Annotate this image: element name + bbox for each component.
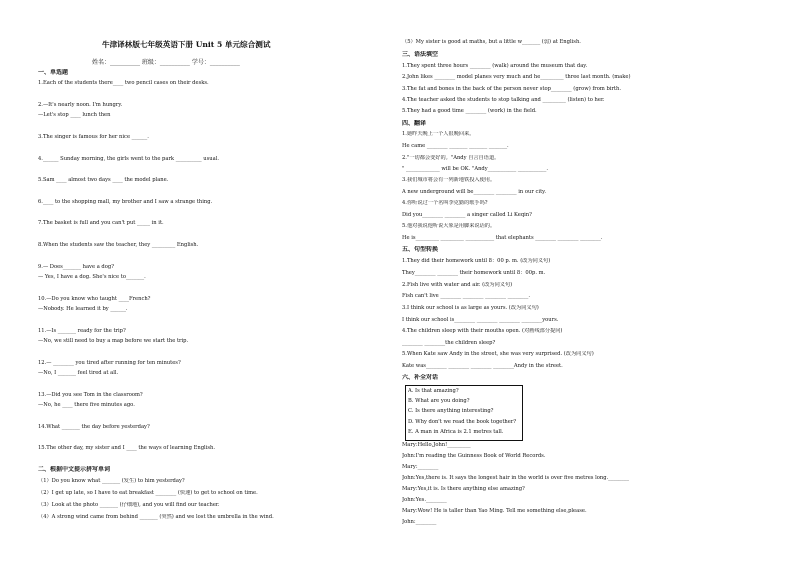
question-stem-line2: —No, I _______ feel tired at all.: [38, 370, 119, 376]
word-spelling-item: （5）My sister is good at maths, but a little w_______ (弱) at English.: [402, 39, 581, 45]
question-stem: 5.Sam ____ almost two days ____ the model plane.: [38, 177, 169, 183]
translation-answer: He came ________ _______ _______ _______.: [402, 143, 509, 149]
question-stem: 3.The singer is famous for her nice ______.: [38, 134, 149, 140]
rewrite-prompt: 3.I think our school is as large as yours. (改为同义句): [402, 305, 539, 311]
rewrite-prompt: 4.The children sleep with their mouths open. (对画线部分提问): [402, 328, 563, 334]
question-stem: 13.—Did you see Tom in the classroom?: [38, 392, 143, 398]
rewrite-answer: Kate was________ ________ ________ ________Andy in the street.: [402, 363, 563, 369]
section-heading: 五、句型转换: [402, 246, 439, 253]
dialogue-line: Mary:________: [402, 464, 439, 470]
rewrite-prompt: 2.Fish live with water and air. (改为同义句): [402, 282, 513, 288]
section-heading: 三、语法填空: [402, 51, 439, 58]
rewrite-answer: Fish can't live ________ ________ ________ ________.: [402, 293, 530, 299]
question-stem: 1.Each of the students there____ two pencil cases on their desks.: [38, 80, 209, 86]
word-spelling-item: （4）A strong wind came from behind _______ (突然) and we lost the umbrella in the wind.: [38, 514, 274, 520]
rewrite-prompt: 1.They did their homework until 8：00 p. m. (改为同义句): [402, 258, 551, 264]
translation-answer: A new underground will be________ ________ in our city.: [402, 189, 547, 195]
question-stem: 10.—Do you know who taught ____French?: [38, 296, 151, 302]
question-stem: 6.____ to the shopping mall, my brother and I saw a strange thing.: [38, 199, 213, 205]
question-stem-line2: — Yes, I have a dog. She's nice to_______.: [38, 274, 146, 280]
page-title: 牛津译林版七年级英语下册 Unit 5 单元综合测试: [102, 40, 271, 49]
translation-prompt: 5.他对我说他听说大象是用脚来说话的。: [402, 223, 496, 229]
rewrite-answer: I think our school is________ ________ ________ ________yours.: [402, 317, 559, 323]
translation-answer: " _____________ will be OK. "Andy___________ ___________.: [402, 166, 549, 172]
word-spelling-item: （2）I get up late, so I have to eat breakfast ________ (快速) to get to school on time.: [38, 490, 258, 496]
student-info-line: 姓名：__________ 班级：__________ 学号：__________: [92, 59, 240, 66]
dialogue-line: Mary:Yes,it is. Is there anything else amazing?: [402, 486, 525, 492]
translation-prompt: 1.她昨天晚上一个人很晚回来。: [402, 131, 475, 137]
question-stem-line2: —Let's stop ____ lunch then: [38, 112, 111, 118]
dialogue-line: John:I'm reading the Guinness Book of World Records.: [402, 453, 546, 459]
dialogue-line: John:________: [402, 519, 437, 525]
question-stem: 8.When the students saw the teacher, they _________ English.: [38, 242, 199, 248]
dialogue-line: Mary:Wow! He is taller than Yao Ming. Tell me something else,please.: [402, 508, 587, 514]
question-stem: 14.What _______ the day before yesterday?: [38, 424, 150, 430]
grammar-item: 4.The teacher asked the students to stop talking and _________ (listen) to her.: [402, 97, 605, 103]
grammar-item: 5.They had a good time ________ (work) in the field.: [402, 108, 537, 114]
translation-prompt: 2."一切都会变好的。"Andy 自言自语道。: [402, 155, 500, 161]
word-spelling-item: （1）Do you know what _______ (发生) to him yesterday?: [38, 478, 185, 484]
dialogue-option: E. A man in Africa is 2.1 metres tall.: [408, 429, 504, 435]
translation-answer: Did you________ ________ a singer called Li Keqin?: [402, 212, 532, 218]
dialogue-line: John:Yes.________: [402, 497, 447, 503]
word-spelling-item: （3）Look at the photo _______ (仔细地), and you will find our teacher.: [38, 502, 220, 508]
grammar-item: 1.They spent three hours ________ (walk) around the museum that day.: [402, 63, 588, 69]
grammar-item: 3.The fat and bones in the back of the person never stop________ (grow) from birth.: [402, 86, 621, 92]
rewrite-answer: ________ ________the children sleep?: [402, 340, 496, 346]
rewrite-prompt: 5.When Kate saw Andy in the street, she was very surprised. (改为同义句): [402, 351, 594, 357]
question-stem: 2.—It's nearly noon. I'm hungry.: [38, 102, 123, 108]
dialogue-option: B. What are you doing?: [408, 398, 470, 404]
question-stem: 9.— Does_______ have a dog?: [38, 264, 114, 270]
section-heading: 一、单选题: [38, 69, 69, 76]
translation-answer: He is_________ _________ ___________ that elephants ________ ________ ________.: [402, 235, 603, 241]
question-stem-line2: —No, we still need to buy a map before we start the trip.: [38, 338, 189, 344]
dialogue-line: Mary:Hello,John!_________: [402, 442, 471, 448]
dialogue-option: C. Is there anything interesting?: [408, 408, 494, 414]
question-stem-line2: —No, he ____ there five minutes ago.: [38, 402, 135, 408]
translation-prompt: 4.你听说过一个名叫李克勤的歌手吗?: [402, 200, 488, 206]
grammar-item: 2.John likes ________ model planes very much and he_________ three last month. (make): [402, 74, 631, 80]
dialogue-line: John:Yes,there is. It says the longest hair in the world is over five metres long.________: [402, 475, 629, 481]
question-stem: 15.The other day, my sister and I ____ the ways of learning English.: [38, 445, 216, 451]
dialogue-options-box: [405, 385, 523, 441]
question-stem: 7.The basket is full and you can't put _____ in it.: [38, 220, 164, 226]
dialogue-option: D. Why don't we read the book together?: [408, 419, 517, 425]
dialogue-option: A. Is that amazing?: [408, 388, 459, 394]
section-heading: 六、补全对话: [402, 374, 439, 381]
section-heading: 二、根据中文提示拼写单词: [38, 466, 111, 473]
translation-prompt: 3.我们城市将会有一列新地铁投入使用。: [402, 177, 496, 183]
rewrite-answer: They________ ________ their homework until 8：00p. m.: [402, 270, 546, 276]
question-stem: 4.______ Sunday morning, the girls went to the park __________ usual.: [38, 156, 220, 162]
question-stem-line2: —Nobody. He learned it by ______.: [38, 306, 128, 312]
question-stem: 11.—Is _______ ready for the trip?: [38, 328, 126, 334]
question-stem: 12.— ________ you tired after running for ten minutes?: [38, 360, 181, 366]
section-heading: 四、翻译: [402, 120, 427, 127]
